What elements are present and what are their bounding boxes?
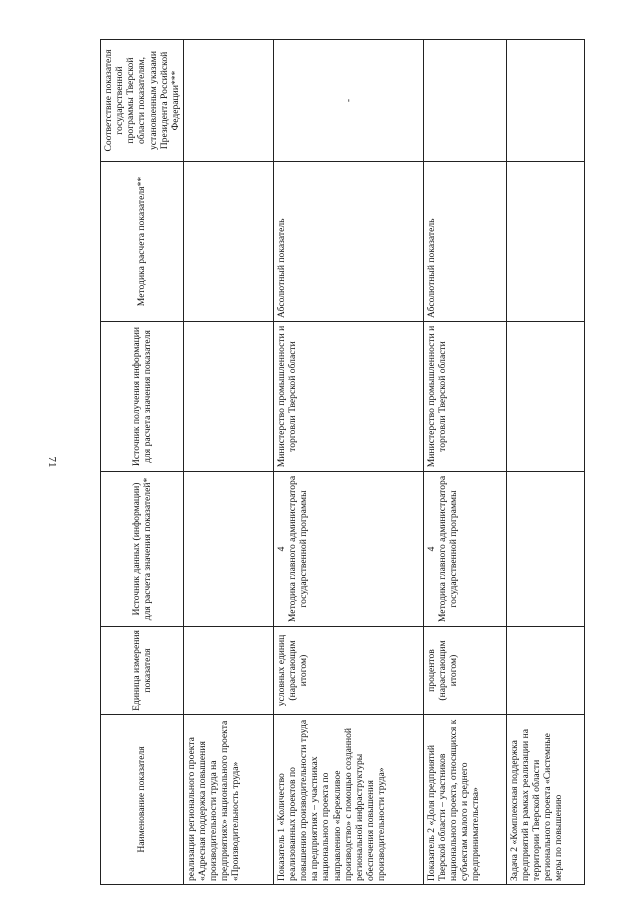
row-info-source: Министерство промышленности и торговли Тверской области — [273, 322, 423, 472]
indicator-table-container — [100, 40, 583, 885]
row-info-source: Министерство промышленности и торговли Тверской области — [423, 322, 506, 472]
row-data-source — [506, 472, 584, 627]
header-name: Наименование показателя — [101, 715, 184, 885]
table-row — [423, 40, 506, 885]
source-text: Методика главного администратора государственной программы — [437, 475, 460, 623]
row-name: Показатель 2 «Доля предприятий Тверской области – участников национального проекта, относящихся к субъектам малого и среднего предпринимательства» — [423, 715, 506, 885]
row-compliance: - — [273, 40, 423, 162]
row-method — [183, 162, 273, 322]
table-row — [183, 40, 273, 885]
row-name: реализации регионального проекта «Адресная поддержка повышения производительности труда на предприятиях» национального проекта «Производительность труда» — [183, 715, 273, 885]
row-method — [506, 162, 584, 322]
header-data-source: Источник данных (информации) для расчета значения показателей* — [101, 472, 184, 627]
header-compliance: Соответствие показателя государственной программы Тверской области показателям, установленным указами Президента Российской Федерации*** — [101, 40, 184, 162]
indicator-table — [100, 39, 585, 885]
source-number: 4 — [425, 546, 437, 552]
row-compliance — [506, 40, 584, 162]
header-method: Методика расчета показателя** — [101, 162, 184, 322]
source-text: Методика главного администратора государственной программы — [287, 475, 310, 623]
row-data-source — [183, 472, 273, 627]
row-unit: условных единиц (нарастающим итогом) — [273, 627, 423, 715]
row-unit: процентов (нарастающим итогом) — [423, 627, 506, 715]
row-name: Показатель 1 «Количество реализованных проектов по повышению производительности труда на предприятиях – участниках национального проекта по направлению «Бережливое производство» с помощью созданной региональной инфраструктуры обеспечения повышения производительности труда» — [273, 715, 423, 885]
table-header-row — [101, 40, 184, 885]
row-compliance — [423, 40, 506, 162]
row-compliance — [183, 40, 273, 162]
table-row — [273, 40, 423, 885]
row-data-source — [273, 472, 423, 627]
row-unit — [506, 627, 584, 715]
row-method: Абсолютный показатель — [273, 162, 423, 322]
row-info-source — [183, 322, 273, 472]
row-info-source — [506, 322, 584, 472]
row-method: Абсолютный показатель — [423, 162, 506, 322]
row-name: Задача 2 «Комплексная поддержка предприятий в рамках реализации на территории Тверской области регионального проекта «Системные меры по повышению — [506, 715, 584, 885]
header-info-source: Источник получения информации для расчета значения показателя — [101, 322, 184, 472]
source-number: 4 — [275, 546, 287, 552]
row-unit — [183, 627, 273, 715]
row-data-source — [423, 472, 506, 627]
page-number: 71 — [46, 456, 58, 468]
header-unit: Единица измерения показателя — [101, 627, 184, 715]
table-row — [506, 40, 584, 885]
